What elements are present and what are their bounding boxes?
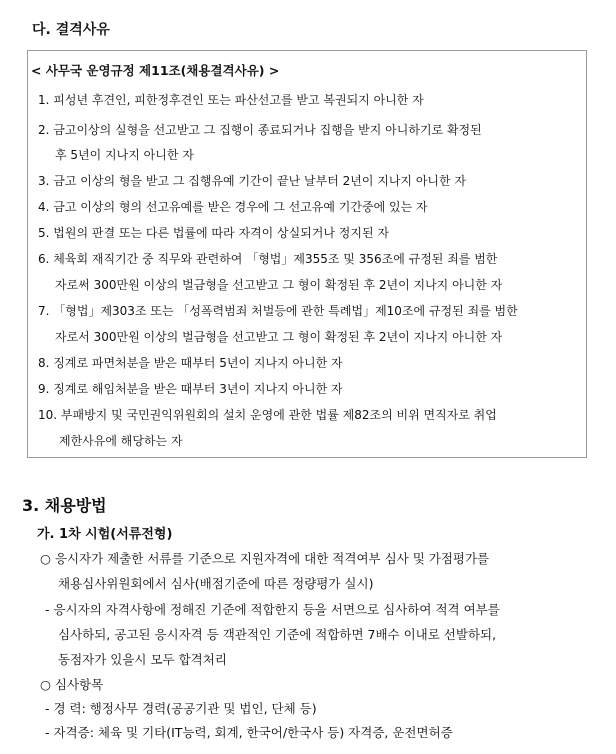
list-item: 10. 부패방지 및 국민권익위원회의 설치 운영에 관한 법률 제82조의 비위 면직자로 취업 xyxy=(38,408,497,422)
box-title: < 사무국 운영규정 제11조(채용결격사유) > xyxy=(31,63,280,78)
list-item: 1. 피성년 후견인, 피한정후견인 또는 파산선고를 받고 복권되지 아니한 자 xyxy=(38,93,424,107)
paragraph-line: ○ 응시자가 제출한 서류를 기준으로 지원자격에 대한 적격여부 심사 및 가점평가를 xyxy=(40,551,490,566)
list-item: 5. 법원의 판결 또는 다른 법률에 따라 자격이 상실되거나 정지된 자 xyxy=(38,226,389,240)
paragraph-line: - 자격증: 체육 및 기타(IT능력, 회계, 한국어/한국사 등) 자격증, 운전면허증 xyxy=(45,725,453,740)
paragraph-line: 동점자가 있을시 모두 합격처리 xyxy=(58,652,227,667)
list-item: 3. 금고 이상의 형을 받고 그 집행유예 기간이 끝난 날부터 2년이 지나지 아니한 자 xyxy=(38,174,467,188)
paragraph-line: ○ 심사항목 xyxy=(40,677,104,692)
list-item: 8. 징계로 파면처분을 받은 때부터 5년이 지나지 아니한 자 xyxy=(38,356,343,370)
list-item: 4. 금고 이상의 형의 선고유예를 받은 경우에 그 선고유예 기간중에 있는 자 xyxy=(38,200,428,214)
section-d-title: 다. 결격사유 xyxy=(32,22,110,38)
list-item: 제한사유에 해당하는 자 xyxy=(59,434,183,448)
section-3-title: 3. 채용방법 xyxy=(22,496,107,515)
paragraph-line: - 응시자의 자격사항에 정해진 기준에 적합한지 등을 서면으로 심사하여 적격 여부를 xyxy=(45,602,500,617)
list-item: 2. 금고이상의 실형을 선고받고 그 집행이 종료되거나 집행을 받지 아니하기로 확정된 xyxy=(38,123,482,137)
list-item: 9. 징계로 해임처분을 받은 때부터 3년이 지나지 아니한 자 xyxy=(38,382,343,396)
list-item: 자로써 300만원 이상의 벌금형을 선고받고 그 형이 확정된 후 2년이 지나지 아니한 자 xyxy=(55,278,503,292)
paragraph-line: - 경 력: 행정사무 경력(공공기관 및 법인, 단체 등) xyxy=(45,701,317,716)
list-item: 7. 「형법」제303조 또는 「성폭력범죄 처벌등에 관한 특례법」제10조에 규정된 죄를 범한 xyxy=(38,304,518,318)
paragraph-line: 채용심사위원회에서 심사(배점기준에 따른 정량평가 실시) xyxy=(58,576,374,591)
list-item: 6. 체육회 재직기간 중 직무와 관련하여 「형법」제355조 및 356조에 규정된 죄를 범한 xyxy=(38,252,498,266)
list-item: 자로서 300만원 이상의 벌금형을 선고받고 그 형이 확정된 후 2년이 지나지 아니한 자 xyxy=(55,330,503,344)
list-item: 후 5년이 지나지 아니한 자 xyxy=(55,148,194,162)
subsection-a-title: 가. 1차 시험(서류전형) xyxy=(37,527,173,542)
paragraph-line: 심사하되, 공고된 응시자격 등 객관적인 기준에 적합하면 7배수 이내로 선발하되, xyxy=(58,627,497,642)
